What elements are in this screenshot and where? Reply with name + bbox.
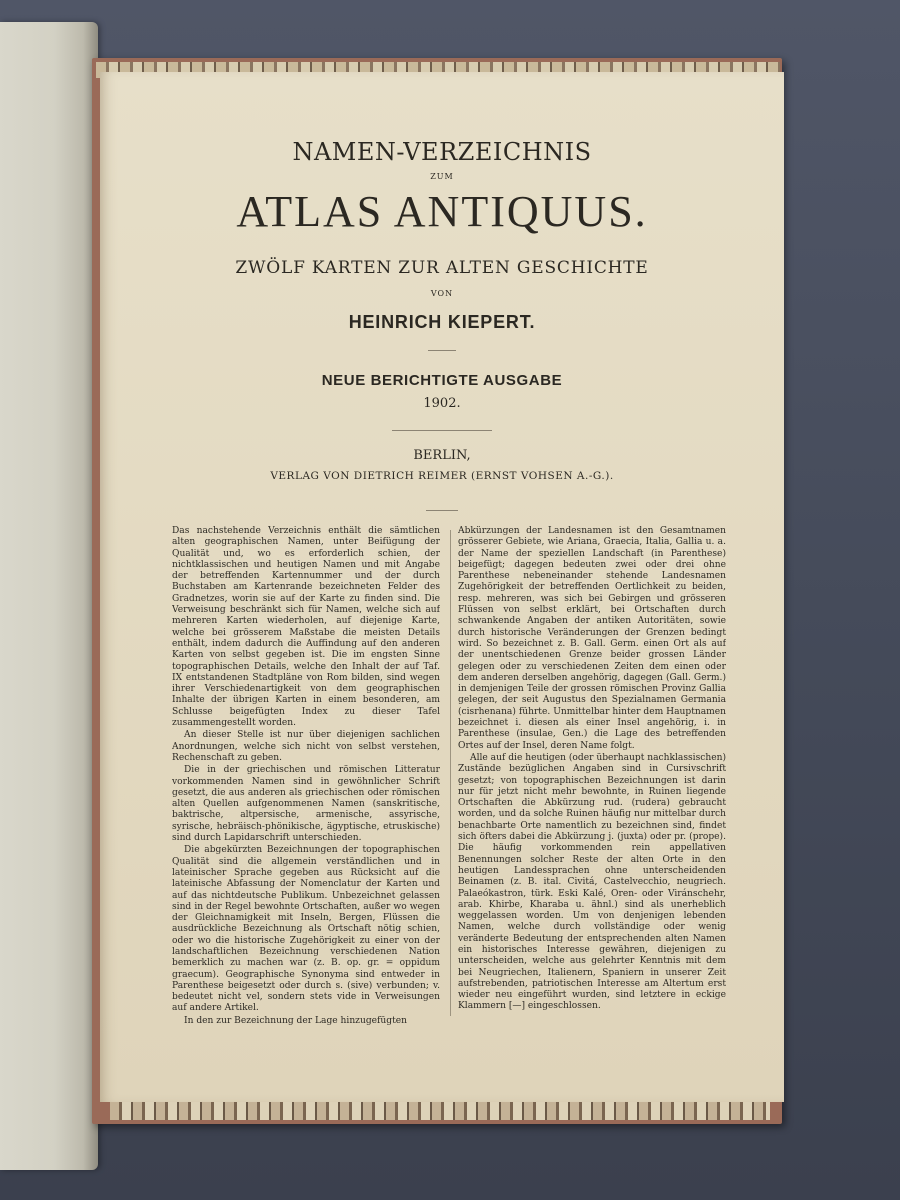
marbled-endpaper-bottom <box>110 1100 770 1120</box>
column-divider <box>450 530 451 1016</box>
edition-line: NEUE BERICHTIGTE AUSGABE <box>321 372 563 389</box>
divider-rule <box>426 510 458 511</box>
preface-paragraph: Die abgekürzten Bezeichnungen der topographischen Qualität sind die allgemein verständlichen und in lateinischer Sprache gegeben aus Rücksicht auf die lateinische Abfassung der Nomenclatur der Karten und auf das nichtdeutsche Publikum. Unbezeichnet gelassen sind in der Regel bewohnte Ortschaften, außer wo wegen der Gleichnamigkeit mit Inseln, Bergen, Flüssen die ausdrückliche Bezeichnung als Ortschaft nötig schien, oder wo die historische Zugehörigkeit zu einer von der landschaftlichen Bezeichnung verschiedenen Nation bemerklich zu machen war (z. B. op. gr. = oppidum graecum). Geographische Synonyma sind entweder in Parenthese beigesetzt oder durch s. (sive) verbunden; v. bedeutet nicht vel, sondern stets vide in Verweisungen auf andere Artikel. <box>172 845 440 1014</box>
divider-rule <box>392 430 492 431</box>
preface-paragraph: Das nachstehende Verzeichnis enthält die sämtlichen alten geographischen Namen, unter Beifügung der Qualität und, wo es erforderlich schien, der nichtklassischen und heutigen Namen und mit Angabe der betreffenden Kartennummer und der durch Buchstaben am Kartenrande bezeichneten Felder des Gradnetzes, worin sie auf der Karte zu finden sind. Die Verweisung beschränkt sich für Namen, welche sich auf mehreren Karten wiederholen, auf diejenige Karte, welche bei grösserem Maßstabe die meisten Details enthält, indem dadurch die Auffindung auf den anderen Karten von selbst gegeben ist. Die im engsten Sinne topographischen Details, welche den Inhalt der auf Taf. IX entstandenen Stadtpläne von Rom bilden, sind wegen ihrer Verschiedenartigkeit von dem geographischen Inhalte der übrigen Karten in einem besonderen, am Schlusse beigefügten Index zu dieser Tafel zusammengestellt worden. <box>172 526 440 729</box>
preface-paragraph: Alle auf die heutigen (oder überhaupt nachklassischen) Zustände bezüglichen Angaben sind in Cursivschrift gesetzt; von topographischen Bezeichnungen ist darin nur für jetzt nicht mehr bewohnte, in Ruinen liegende Ortschaften die Abkürzung rud. (rudera) gebraucht worden, und da solche Ruinen häufig nur mittelbar durch benachbarte Orte namentlich zu bezeichnen sind, findet sich öfters dabei die Abkürzung j. (juxta) oder pr. (prope). Die häufig vorkommenden rein appellativen Benennungen solcher Reste der alten Orte in den heutigen Landessprachen ohne unterscheidenden Beinamen (z. B. ital. Civitá, Castelvecchio, neugriech. Palaeókastron, türk. Eski Kalé, Oren- oder Viránschehr, arab. Khirbe, Kharaba u. ähnl.) sind als unerheblich weggelassen worden. Um von denjenigen lebenden Namen, welche durch vollständige oder wenig veränderte Bedeutung der entsprechenden alten Namen ein historisches Interesse gewähren, diejenigen zu unterscheiden, welche aus gelehrter Kenntnis mit dem bei Neugriechen, Italienern, Spaniern in unserer Zeit aufstrebenden, patriotischen Interesse am Altertum erst wieder neu eingeführt wurden, sind letztere in eckige Klammern [—] eingeschlossen. <box>458 752 726 1012</box>
preface-paragraph: Abkürzungen der Landesnamen ist den Gesamtnamen grösserer Gebiete, wie Ariana, Graecia, Italia, Gallia u. a. der Name der speziellen Landschaft (in Parenthese) beigefügt; dagegen bedeuten zwei oder drei ohne Parenthese nebeneinander stehende Landesnamen Zugehörigkeit der betreffenden Oertlichkeit zu beiden, resp. mehreren, was sich bei Gebirgen und grösseren Flüssen von selbst erklärt, bei Ortschaften durch schwankende Angaben der antiken Autoritäten, sowie durch historische Veränderungen der Grenzen bedingt wird. So bezeichnet z. B. Gall. Germ. einen Ort als auf der unentschiedenen Grenze beider grossen Länder gelegen oder zu verschiedenen Zeiten dem einen oder dem anderen derselben angehörig, dagegen (Gall. Germ.) in demjenigen Teile der grossen römischen Provinz Gallia gelegen, der seit Augustus den Spezialnamen Germania (cisrhenana) führte. Unmittelbar hinter dem Hauptnamen bezeichnet i. diesen als einer Insel angehörig, i. in Parenthese (insulae, Gen.) die Lage des betreffenden Ortes auf der Insel, deren Name folgt. <box>458 526 726 751</box>
left-facing-page <box>0 22 98 1170</box>
publisher-name: VERLAG VON DIETRICH REIMER (ERNST VOHSEN A.-G.). <box>270 470 614 482</box>
edition-year: 1902. <box>423 396 461 411</box>
author-name: HEINRICH KIEPERT. <box>348 312 536 332</box>
main-title: ATLAS ANTIQUUS. <box>236 187 648 236</box>
heading-line: NAMEN-VERZEICHNIS <box>292 138 592 166</box>
preface-paragraph: In den zur Bezeichnung der Lage hinzugefügten <box>184 1015 407 1026</box>
subtitle: ZWÖLF KARTEN ZUR ALTEN GESCHICHTE <box>235 258 649 278</box>
title-page <box>100 72 784 1102</box>
preface-column-left <box>172 526 440 1026</box>
divider-rule <box>428 350 456 351</box>
publisher-city: BERLIN, <box>413 448 471 463</box>
preface-paragraph: An dieser Stelle ist nur über diejenigen sachlichen Anordnungen, welche sich nicht von selbst verstehen, Rechenschaft zu geben. <box>172 730 440 763</box>
author-prefix: VON <box>430 289 454 298</box>
preface-column-right <box>458 526 726 1026</box>
heading-zum: ZUM <box>430 172 454 181</box>
preface-paragraph: Die in der griechischen und römischen Litteratur vorkommenden Namen sind in gewöhnlicher Schrift gesetzt, die aus anderen als griechischen oder römischen alten Quellen aufgenommenen Namen (sanskritische, baktrische, altpersische, armenische, assyrische, syrische, hebräisch-phönikische, ägyptische, etruskische) sind durch Lapidarschrift unterschieden. <box>172 765 440 844</box>
